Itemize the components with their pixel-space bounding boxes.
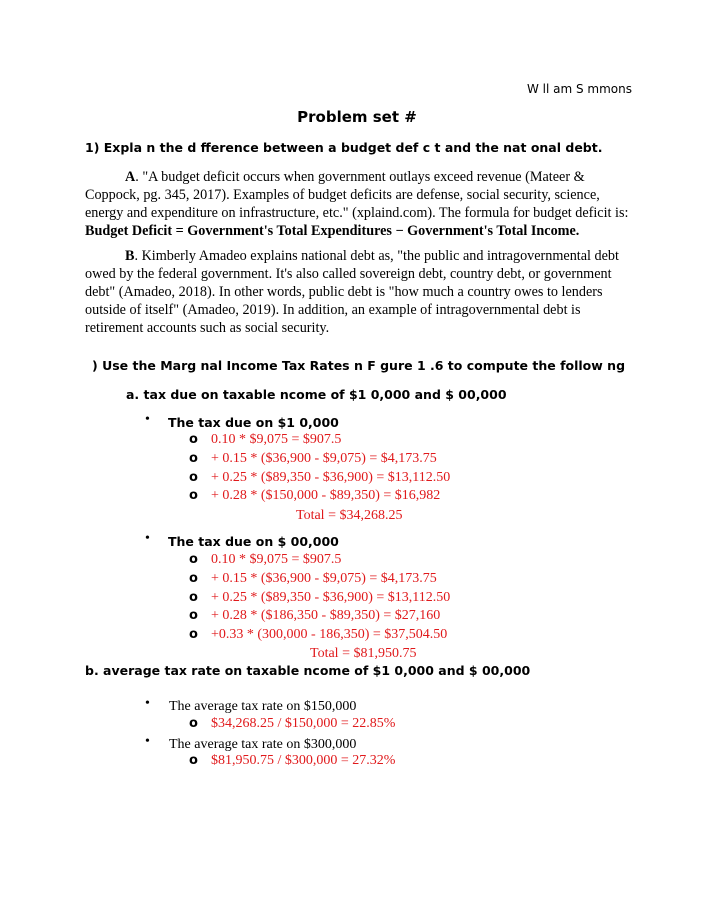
- bullet-icon: •: [145, 696, 150, 711]
- tax2-line-1: 0.10 * $9,075 = $907.5: [211, 552, 342, 567]
- sub-bullet-icon: o: [189, 432, 198, 447]
- answer-b-text: . Kimberly Amadeo explains national debt as, "the public and intragovernmental debt owed by the federal government. It's also called sovereign debt, country debt, or government debt" (Amadeo, 2018). In other words, public debt is "how much a country owes to lenders outside of itself" (Amadeo, 2019). In addition, an example of intragovernmental debt is retirement accounts such as social security.: [85, 248, 619, 336]
- avg-rate-300k-value: $81,950.75 / $300,000 = 27.32%: [211, 753, 396, 768]
- sub-bullet-icon: o: [189, 571, 198, 586]
- sub-bullet-icon: o: [189, 753, 198, 768]
- answer-b-paragraph: [85, 247, 635, 337]
- avg-rate-150k-label: The average tax rate on $150,000: [169, 699, 357, 714]
- answer-a-label: A: [125, 169, 136, 185]
- sub-bullet-icon: o: [189, 627, 198, 642]
- sub-bullet-icon: o: [189, 590, 198, 605]
- sub-bullet-icon: o: [189, 470, 198, 485]
- avg-rate-300k-label: The average tax rate on $300,000: [169, 737, 357, 752]
- tax2-line-4: + 0.28 * ($186,350 - $89,350) = $27,160: [211, 608, 441, 623]
- answer-a-text: . "A budget deficit occurs when government outlays exceed revenue (Mateer & Coppock, pg. 345, 2017). Examples of budget deficits are defense, social security, science, energy and expenditure on infrastructure, etc." (xplaind.com). The formula for budget deficit is:: [85, 169, 629, 221]
- bullet-icon: •: [145, 412, 150, 427]
- tax-due-150k-label: The tax due on $1 0,000: [168, 415, 339, 430]
- sub-bullet-icon: o: [189, 608, 198, 623]
- avg-rate-150k-value: $34,268.25 / $150,000 = 22.85%: [211, 716, 396, 731]
- tax1-total: Total = $34,268.25: [296, 508, 403, 523]
- bullet-icon: •: [145, 734, 150, 749]
- sub-bullet-icon: o: [189, 451, 198, 466]
- tax1-line-4: + 0.28 * ($150,000 - $89,350) = $16,982: [211, 488, 441, 503]
- bullet-icon: •: [145, 531, 150, 546]
- answer-a-paragraph: [85, 168, 635, 240]
- question-2-heading: ) Use the Marg nal Income Tax Rates n F gure 1 .6 to compute the follow ng: [92, 358, 626, 373]
- page-title: Problem set #: [297, 108, 417, 126]
- answer-b-label: B: [125, 248, 135, 264]
- author-name: W ll am S mmons: [526, 82, 632, 96]
- tax-due-300k-label: The tax due on $ 00,000: [168, 534, 339, 549]
- sub-bullet-icon: o: [189, 716, 198, 731]
- part-a-heading: a. tax due on taxable ncome of $1 0,000 and $ 00,000: [126, 387, 507, 402]
- tax2-line-2: + 0.15 * ($36,900 - $9,075) = $4,173.75: [211, 571, 437, 586]
- sub-bullet-icon: o: [189, 552, 198, 567]
- part-b-heading: b. average tax rate on taxable ncome of $1 0,000 and $ 00,000: [85, 663, 531, 678]
- tax1-line-1: 0.10 * $9,075 = $907.5: [211, 432, 342, 447]
- budget-deficit-formula: Budget Deficit = Government's Total Expenditures − Government's Total Income.: [85, 223, 580, 239]
- tax1-line-2: + 0.15 * ($36,900 - $9,075) = $4,173.75: [211, 451, 437, 466]
- tax1-line-3: + 0.25 * ($89,350 - $36,900) = $13,112.50: [211, 470, 451, 485]
- tax2-line-5: +0.33 * (300,000 - 186,350) = $37,504.50: [211, 627, 448, 642]
- tax2-line-3: + 0.25 * ($89,350 - $36,900) = $13,112.50: [211, 590, 451, 605]
- tax2-total: Total = $81,950.75: [310, 646, 417, 661]
- sub-bullet-icon: o: [189, 488, 198, 503]
- question-1-heading: 1) Expla n the d fference between a budget def c t and the nat onal debt.: [85, 140, 603, 155]
